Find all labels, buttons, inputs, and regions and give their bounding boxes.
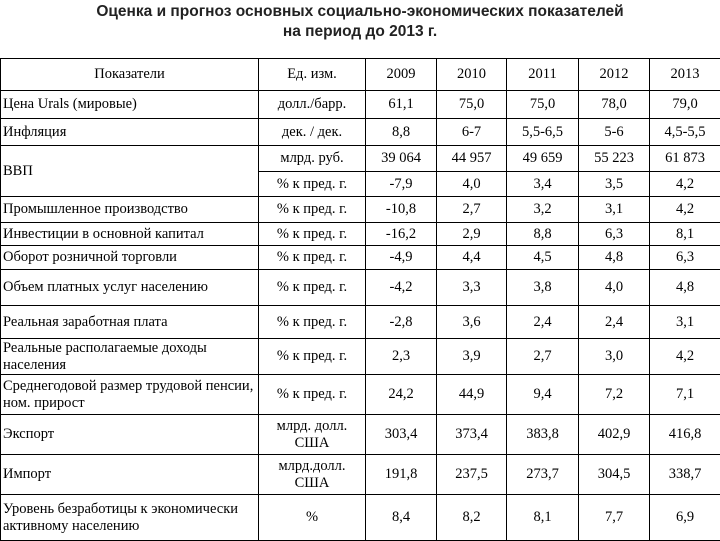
unit-cell: % к пред. г. [259,306,366,339]
value-cell: 75,0 [437,91,507,119]
value-cell: 3,2 [507,197,579,223]
table-row [1,415,720,455]
value-cell: 4,4 [437,246,507,270]
value-cell: 416,8 [650,415,720,455]
value-cell: 4,5-5,5 [650,119,720,146]
header-cell: 2013 [650,59,720,91]
value-cell: 79,0 [650,91,720,119]
unit-cell: % к пред. г. [259,172,366,197]
indicator-name: Уровень безработицы к экономически активному населению [1,495,259,541]
value-cell: 4,2 [650,339,720,375]
unit-cell: % к пред. г. [259,223,366,246]
value-cell: -4,9 [366,246,437,270]
table-row [1,197,720,223]
header-cell: 2011 [507,59,579,91]
table-row [1,455,720,495]
table-row [1,146,720,172]
value-cell: 3,6 [437,306,507,339]
value-cell: 8,8 [507,223,579,246]
value-cell: 5,5-6,5 [507,119,579,146]
value-cell: 383,8 [507,415,579,455]
value-cell: -10,8 [366,197,437,223]
value-cell: 75,0 [507,91,579,119]
value-cell: 39 064 [366,146,437,172]
value-cell: 6-7 [437,119,507,146]
value-cell: 7,7 [579,495,650,541]
value-cell: 4,2 [650,172,720,197]
value-cell: 3,0 [579,339,650,375]
indicator-name: Объем платных услуг населению [1,270,259,306]
indicator-name: Промышленное производство [1,197,259,223]
table-row [1,375,720,415]
value-cell: 237,5 [437,455,507,495]
value-cell: 8,4 [366,495,437,541]
value-cell: 9,4 [507,375,579,415]
value-cell: 4,0 [579,270,650,306]
value-cell: 3,4 [507,172,579,197]
value-cell: 2,7 [437,197,507,223]
value-cell: 44,9 [437,375,507,415]
value-cell: 6,3 [579,223,650,246]
indicator-name: Цена Urals (мировые) [1,91,259,119]
value-cell: 4,0 [437,172,507,197]
unit-cell: млрд. долл. США [259,415,366,455]
value-cell: 61 873 [650,146,720,172]
value-cell: 304,5 [579,455,650,495]
unit-cell: % к пред. г. [259,270,366,306]
value-cell: 4,8 [650,270,720,306]
value-cell: 4,8 [579,246,650,270]
title-line-2: на период до 2013 г. [0,22,720,42]
unit-cell: млрд. руб. [259,146,366,172]
value-cell: 61,1 [366,91,437,119]
value-cell: -7,9 [366,172,437,197]
indicator-name: Импорт [1,455,259,495]
unit-cell: % к пред. г. [259,375,366,415]
indicator-name: Инфляция [1,119,259,146]
table-row [1,270,720,306]
value-cell: 5-6 [579,119,650,146]
value-cell: 8,8 [366,119,437,146]
value-cell: 7,2 [579,375,650,415]
table-row [1,306,720,339]
indicators-table [0,58,720,541]
value-cell: 3,5 [579,172,650,197]
value-cell: 303,4 [366,415,437,455]
value-cell: 3,1 [579,197,650,223]
value-cell: 2,4 [579,306,650,339]
unit-cell: % к пред. г. [259,246,366,270]
value-cell: 3,9 [437,339,507,375]
indicator-name: ВВП [1,146,259,197]
value-cell: 402,9 [579,415,650,455]
value-cell: -2,8 [366,306,437,339]
value-cell: 24,2 [366,375,437,415]
value-cell: 6,3 [650,246,720,270]
title-line-1: Оценка и прогноз основных социально-экономических показателей [0,2,720,22]
value-cell: 6,9 [650,495,720,541]
table-row [1,223,720,246]
table-row [1,339,720,375]
indicator-name: Инвестиции в основной капитал [1,223,259,246]
header-cell: Ед. изм. [259,59,366,91]
table-row [1,119,720,146]
value-cell: -16,2 [366,223,437,246]
value-cell: 3,8 [507,270,579,306]
table-row [1,91,720,119]
unit-cell: % к пред. г. [259,339,366,375]
value-cell: 373,4 [437,415,507,455]
value-cell: 2,7 [507,339,579,375]
header-cell: 2009 [366,59,437,91]
value-cell: 49 659 [507,146,579,172]
indicator-name: Экспорт [1,415,259,455]
value-cell: 3,3 [437,270,507,306]
value-cell: 55 223 [579,146,650,172]
unit-cell: дек. / дек. [259,119,366,146]
value-cell: 8,1 [650,223,720,246]
value-cell: -4,2 [366,270,437,306]
header-cell: 2010 [437,59,507,91]
value-cell: 4,5 [507,246,579,270]
value-cell: 78,0 [579,91,650,119]
indicator-name: Реальные располагаемые доходы населения [1,339,259,375]
indicator-name: Среднегодовой размер трудовой пенсии, ном. прирост [1,375,259,415]
value-cell: 7,1 [650,375,720,415]
header-cell: Показатели [1,59,259,91]
unit-cell: млрд.долл. США [259,455,366,495]
value-cell: 8,2 [437,495,507,541]
table-row [1,246,720,270]
header-cell: 2012 [579,59,650,91]
value-cell: 2,9 [437,223,507,246]
header-row [1,59,720,91]
value-cell: 4,2 [650,197,720,223]
value-cell: 44 957 [437,146,507,172]
value-cell: 8,1 [507,495,579,541]
unit-cell: % [259,495,366,541]
value-cell: 2,4 [507,306,579,339]
unit-cell: долл./барр. [259,91,366,119]
value-cell: 191,8 [366,455,437,495]
page-title [0,2,720,42]
value-cell: 2,3 [366,339,437,375]
value-cell: 338,7 [650,455,720,495]
indicator-name: Реальная заработная плата [1,306,259,339]
unit-cell: % к пред. г. [259,197,366,223]
value-cell: 3,1 [650,306,720,339]
indicator-name: Оборот розничной торговли [1,246,259,270]
table-row [1,495,720,541]
value-cell: 273,7 [507,455,579,495]
